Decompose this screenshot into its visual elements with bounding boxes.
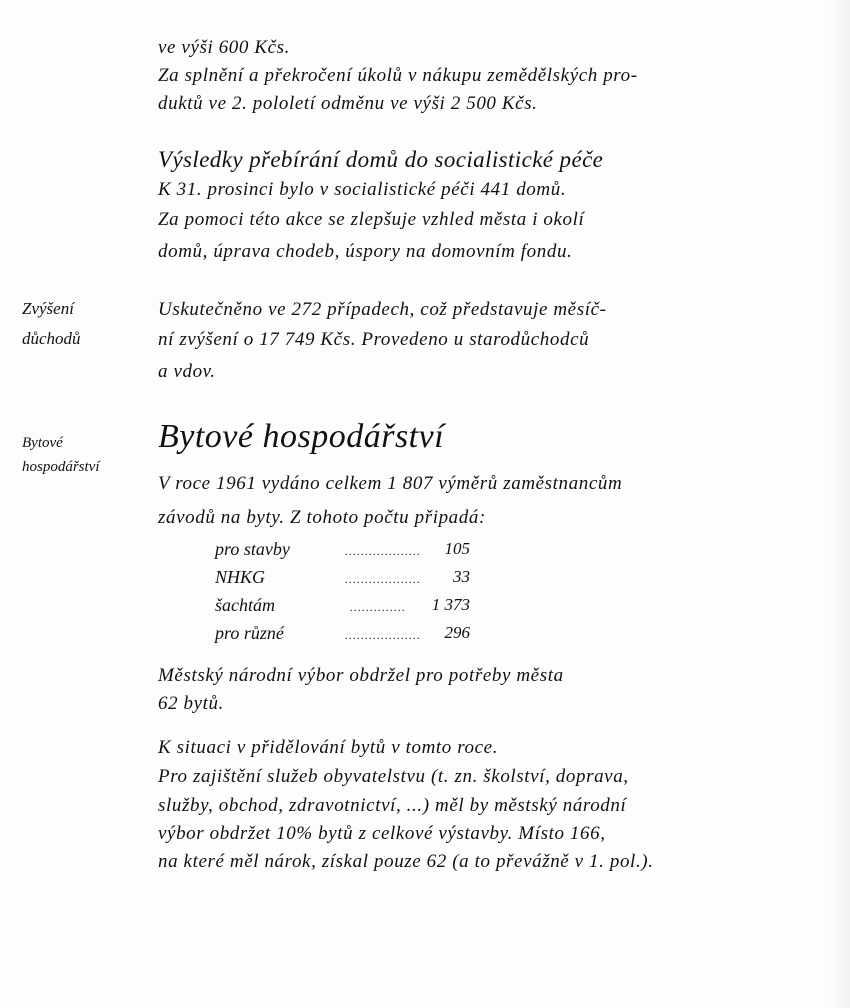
breakdown-label: šachtám [215,595,275,615]
section-title: Výsledky přebírání domů do socialistické péče [158,147,604,172]
text-line: Uskutečněno ve 272 případech, což představuje měsíč- [158,299,607,320]
section-heading: Bytové hospodářství [158,418,445,455]
text-line: služby, obchod, zdravotnictví, ...) měl by městský národní [158,795,627,816]
text-line: Městský národní výbor obdržel pro potřeby města [158,665,564,686]
page-edge-shadow [828,0,850,1008]
breakdown-value: 1 373 [431,595,470,614]
text-line: V roce 1961 vydáno celkem 1 807 výměrů zaměstnancům [158,473,623,494]
breakdown-label: pro stavby [215,539,290,559]
breakdown-label: NHKG [215,567,266,587]
text-line: duktů ve 2. pololetí odměnu ve výši 2 500 Kčs. [158,93,538,114]
text-line: Pro zajištění služeb obyvatelstvu (t. zn. školství, doprava, [158,766,629,787]
breakdown-value: 105 [444,539,470,558]
text-line: ní zvýšení o 17 749 Kčs. Provedeno u starodůchodců [158,329,590,350]
leader-dots: ................... [345,628,421,642]
margin-note: Bytové [22,435,63,451]
breakdown-value: 33 [453,567,470,586]
text-line: domů, úprava chodeb, úspory na domovním fondu. [158,241,573,262]
text-line: K 31. prosinci bylo v socialistické péči 441 domů. [158,179,567,200]
text-line: ve výši 600 Kčs. [158,37,291,58]
leader-dots: ................... [345,544,421,558]
text-line: výbor obdržet 10% bytů z celkové výstavby. Místo 166, [158,823,606,844]
margin-note: Zvýšení [22,299,74,318]
breakdown-label: pro různé [215,623,284,643]
text-line: závodů na byty. Z tohoto počtu připadá: [158,507,486,528]
text-line: na které měl nárok, získal pouze 62 (a to převážně v 1. pol.). [158,851,654,872]
margin-note: hospodářství [22,459,100,475]
breakdown-value: 296 [444,623,470,642]
leader-dots: .............. [350,600,406,614]
text-line: K situaci v přidělování bytů v tomto roce. [158,737,499,758]
text-line: Za splnění a překročení úkolů v nákupu zemědělských pro- [158,65,638,86]
text-line: a vdov. [158,361,216,382]
leader-dots: ................... [345,572,421,586]
margin-note: důchodů [22,329,81,348]
text-line: 62 bytů. [158,693,225,714]
text-line: Za pomoci této akce se zlepšuje vzhled města i okolí [158,209,585,230]
